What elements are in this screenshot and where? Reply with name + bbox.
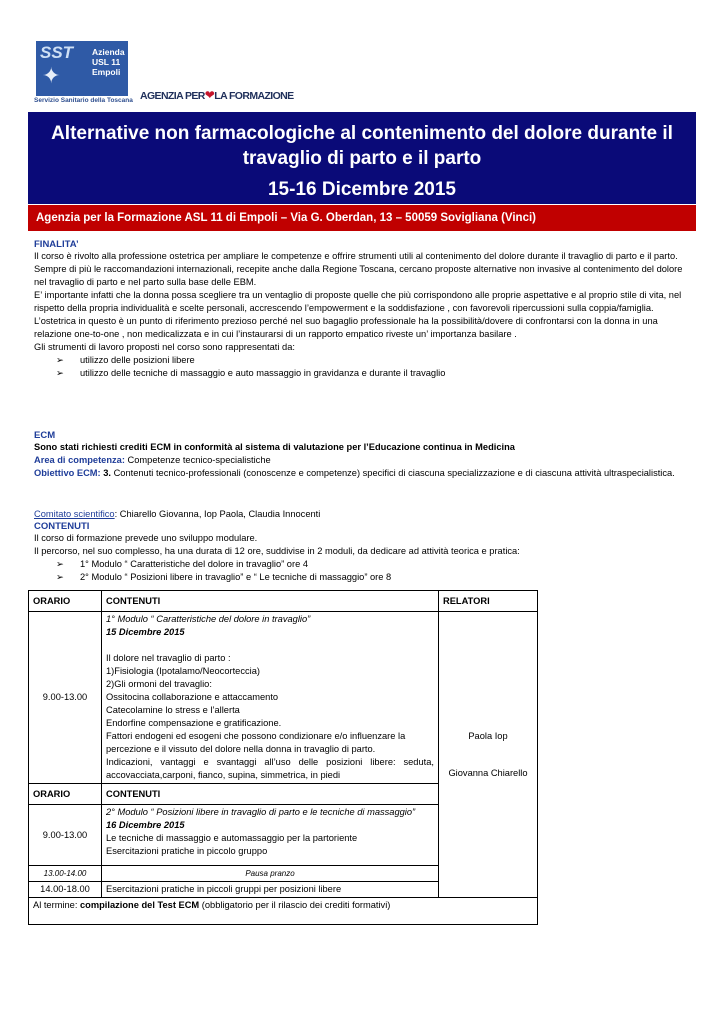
col-contenuti: CONTENUTI (102, 591, 439, 612)
finalita-paragraph: Gli strumenti di lavoro proposti nel corso sono rappresentati da: (34, 342, 295, 352)
arrow-bullet-icon: ➢ (56, 559, 64, 569)
obiettivo-ecm: Obiettivo ECM: 3. Contenuti tecnico-professionali (conoscenze e competenze) specifici di ciascuna specializzazione e di ciascuna attività ultraspecialistica. (34, 468, 675, 478)
ecm-heading: ECM (34, 430, 56, 441)
finalita-paragraph: E’ importante infatti che la donna possa scegliere tra un ventaglio di proposte quelle che più corrispondono alle proprie aspettative e al proprio stile di vita, nel rispetto della propria individualità e scelte personali, accrescendo l’empowerment e la soddisfazione , con favorevoli ripercussioni sulla coppia/famiglia. (34, 290, 682, 313)
list-item: ➢ utilizzo delle tecniche di massaggio e auto massaggio in gravidanza e durante il travaglio (56, 368, 446, 378)
pause-time: 13.00-14.00 (29, 866, 102, 882)
relatori-cell (439, 612, 538, 898)
finalita-paragraph: Sempre di più le raccomandazioni internazionali, recepite anche dalla Regione Toscana, cercano proposte alternative non invasive al contenimento del dolore nel travaglio di parto e nel parto sulla base delle EBM. (34, 264, 683, 287)
sst-logo-text: SST (40, 43, 74, 62)
sst-logo (36, 41, 128, 96)
relatore-name: Giovanna Chiarello (448, 767, 528, 778)
area-competenza: Area di competenza: Competenze tecnico-specialistiche (34, 455, 271, 465)
schedule-table (28, 590, 538, 925)
agency-mark-icon: ❤ (204, 88, 215, 102)
arrow-bullet-icon: ➢ (56, 355, 64, 365)
ecm-statement: Sono stati richiesti crediti ECM in conformità al sistema di valutazione per l’Educazione continua in Medicina (34, 442, 515, 452)
module2-content: 2° Modulo “ Posizioni libere in travaglio di parto e le tecniche di massaggio” 16 Dicembre 2015 Le tecniche di massaggio e automassaggio per la partoriente Esercitazioni pratiche in piccolo gruppo (102, 805, 439, 866)
module1-content: 1° Modulo “ Caratteristiche del dolore in travaglio” 15 Dicembre 2015 Il dolore nel travaglio di parto : 1)Fisiologia (Ipotalamo/Neocorteccia) 2)Gli ormoni del travaglio: Ossitocina collaborazione e attaccamento Catecolamine lo stress e l’allerta Endorfine compensazione e gratificazione. Fattori endogeni ed esogeni che possono condizionare e/o influenzare la percezione e il vissuto del dolore nella donna in travaglio di parto. Indicazioni, vantaggi e svantaggi all’uso delle posizioni libere: seduta, accovacciata,carponi, fianco, supina, simmetrica, in piedi (102, 612, 439, 784)
module2-time: 9.00-13.00 (29, 805, 102, 866)
course-title: Alternative non farmacologiche al contenimento del dolore durante il travaglio di parto e il parto (51, 123, 673, 169)
table-row (29, 612, 538, 784)
contenuti-paragraph: Il corso di formazione prevede uno sviluppo modulare. (34, 533, 258, 543)
relatore-name: Paola Iop (468, 730, 508, 741)
list-item: ➢ 2° Modulo “ Posizioni libere in travaglio” e “ Le tecniche di massaggio” ore 8 (56, 572, 392, 582)
finalita-paragraph: L’ostetrica in questo è un punto di riferimento prezioso perché nel suo bagaglio professionale ha la possibilità/dovere di confrontarsi con la donna in una relazione one-to-one , non medicalizzata e in cui l’instaurarsi di un rapporto empatico riveste un’ importanza basilare . (34, 316, 658, 339)
table-footer-row (29, 898, 538, 925)
bird-icon: ✦ (42, 63, 61, 88)
module3-time: 14.00-18.00 (29, 882, 102, 898)
module1-time: 9.00-13.00 (29, 612, 102, 784)
module3-content: Esercitazioni pratiche in piccoli gruppi per posizioni libere (102, 882, 439, 898)
col-orario: ORARIO (29, 784, 102, 805)
table-header-row (29, 591, 538, 612)
pause-label: Pausa pranzo (102, 866, 439, 882)
arrow-bullet-icon: ➢ (56, 368, 64, 378)
finalita-heading: FINALITA’ (34, 239, 79, 250)
col-contenuti: CONTENUTI (102, 784, 439, 805)
list-item: ➢ 1° Modulo “ Caratteristiche del dolore in travaglio” ore 4 (56, 559, 308, 569)
sst-subtitle: Servizio Sanitario della Toscana (34, 97, 133, 104)
comitato-scientifico: Comitato scientifico: Chiarello Giovanna, Iop Paola, Claudia Innocenti (34, 509, 321, 519)
venue-bar: Agenzia per la Formazione ASL 11 di Empoli – Via G. Oberdan, 13 – 50059 Sovigliana (Vinci) (28, 205, 696, 231)
footer-note: Al termine: compilazione del Test ECM (obbligatorio per il rilascio dei crediti formativi) (29, 898, 538, 925)
finalita-section (34, 239, 694, 380)
contenuti-paragraph: Il percorso, nel suo complesso, ha una durata di 12 ore, suddivise in 2 moduli, da dedicare ad attività teorica e pratica: (34, 546, 520, 556)
finalita-paragraph: Il corso è rivolto alla professione ostetrica per ampliare le competenze e offrire strumenti utili al contenimento del dolore durante il travaglio di parto e il parto. (34, 251, 678, 261)
list-item: ➢ utilizzo delle posizioni libere (56, 355, 195, 365)
title-banner (28, 112, 696, 204)
course-dates: 15-16 Dicembre 2015 (267, 179, 456, 200)
col-relatori: RELATORI (439, 591, 538, 612)
contenuti-heading: CONTENUTI (34, 521, 90, 532)
contenuti-section (34, 508, 694, 584)
azienda-logo-text: Azienda USL 11 Empoli (92, 47, 125, 77)
ecm-section (34, 430, 694, 480)
agency-logo: AGENZIA PER❤LA FORMAZIONE (140, 88, 294, 102)
col-orario: ORARIO (29, 591, 102, 612)
arrow-bullet-icon: ➢ (56, 572, 64, 582)
